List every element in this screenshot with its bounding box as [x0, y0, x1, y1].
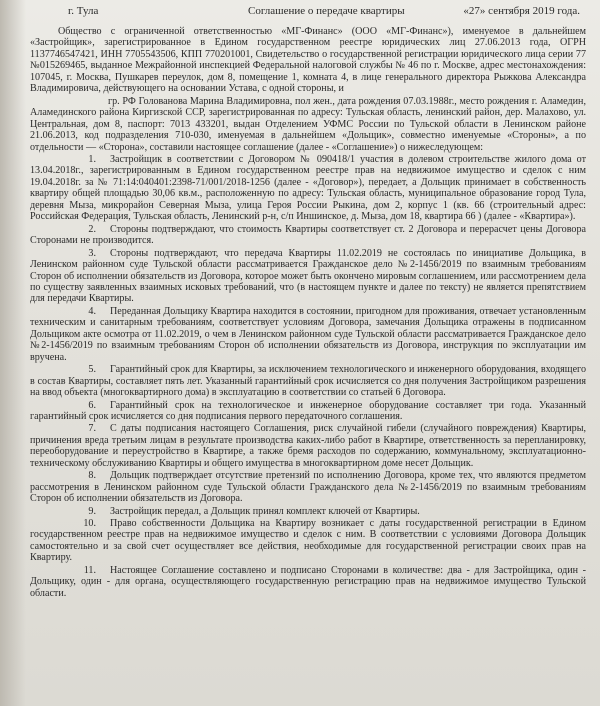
clause: [30, 423, 586, 469]
clause-text: Гарантийный срок для Квартиры, за исключением технологического и инженерного оборудования, входящего в состав Квартиры, составляет пять лет. Указанный гарантийный срок исчисляется со дня получения Застройщиком разрешения на ввод объекта (многоквартирного дома) в эксплуатацию в соответствии со статьей 6 Договора.: [30, 364, 586, 399]
clause-text: Стороны подтверждают, что стоимость Квартиры соответствует ст. 2 Договора и перерасчет цены Договора Сторонами не производится.: [30, 223, 586, 247]
clause: [30, 506, 586, 517]
clause-number: 11.: [83, 564, 96, 576]
clause-number: 6.: [88, 399, 96, 411]
clause: [30, 224, 586, 247]
clause-text: Переданная Дольщику Квартира находится в состоянии, пригодном для проживания, отвечает установленным техническим и санитарным требованиям, соответствует условиям Договора, замечания Дольщика отражены в подписанном Дольщиком акте осмотра от 11.02.2019, о чем в Ленинском районном суде Тульской области рассматривается Гражданское дело №2-1456/2019 по взаимным требованиям Сторон об исполнении обязательств из Договора, инструкция по эксплуатации им вручена.: [30, 305, 586, 363]
clause-text: Застройщик передал, а Дольщик принял комплект ключей от Квартиры.: [110, 505, 420, 517]
clause-number: 3.: [88, 247, 96, 259]
clause-text: С даты подписания настоящего Соглашения, риск случайной гибели (случайного повреждения) Квартиры, причинения вреда третьим лицам в результате производства каких-либо работ в Квартире, ответственность за перепланировку, переоборудование и переустройство в Квартире, а также бремя расходов по содержанию, коммунальному, эксплуатационно-техническому обслуживанию Квартиры и общего имущества в многоквартирном доме несет Дольщик.: [30, 423, 586, 469]
clause-text: Гарантийный срок на технологическое и инженерное оборудование составляет три года. Указанный гарантийный срок исчисляется со дня подписания первого передаточного соглашения.: [30, 399, 586, 422]
party-paragraph: гр. РФ Голованова Марина Владимировна, пол жен., дата рождения 07.03.1988г., место рождения г. Аламедин, Аламединского района Киргизской ССР, зарегистрированная по адресу: Тульская область, ленинский район, дер. Малахово, ул. Центральная, дом 8, паспорт: 7013 433201, выдан Отделением УФМС России по Тульской области в Ленинском районе 21.06.2013, код подразделения 710-030, именуемая в дальнейшем «Дольщик», совместно именуемые «Стороны», а по отдельности — «Сторона», составили настоящее соглашение (далее - «Соглашение») о нижеследующем:: [30, 95, 586, 153]
clause-number: 1.: [88, 153, 96, 165]
clause-number: 10.: [83, 518, 96, 530]
clause-text: Настоящее Соглашение составлено и подписано Сторонами в количестве: два - для Застройщика, один - Дольщику, один - для органа, осуществляющего государственную регистрацию прав на недвижимое имущество Тульской области.: [30, 564, 586, 599]
clause: [30, 400, 586, 423]
clause-number: 8.: [88, 470, 96, 482]
clause: [30, 364, 586, 398]
clause: [30, 565, 586, 599]
clause: [30, 248, 586, 305]
clause-text: Стороны подтверждают, что передача Квартиры 11.02.2019 не состоялась по инициативе Дольщика, в Ленинском районном суде Тульской области рассматривается Гражданское дело №2-1456/2019 по взаимным требованиям Сторон об исполнении обязательств из Договора, которое может быть окончено мировым соглашением, или рассмотрением дела по существу заявленных взаимных исковых требований, что (в настоящем пункте и далее по тексту) не является препятствием для передачи Квартиры.: [30, 247, 586, 305]
document-date: «27» сентября 2019 года.: [463, 5, 580, 17]
page-edge-shadow: [0, 0, 26, 706]
document-title: Соглашение о передаче квартиры: [248, 5, 405, 17]
clause-number: 7.: [88, 423, 96, 435]
document-header: [30, 6, 586, 22]
intro-paragraph: Общество с ограниченной ответственностью «МГ-Финанс» (ООО «МГ-Финанс»), именуемое в дальнейшем «Застройщик», зарегистрированное в Едином государственном реестре юридических лиц 27.06.2013 года, ОГРН 1137746547421, ИНН 7705543506, КПП 770201001, Свидетельство о государственной регистрации юридического лица серии 77 №015269465, выданное Межрайонной инспекцией Федеральной налоговой службы № 46 по г. Москве, адрес местонахождения: 107045, г. Москва, Пушкарев переулок, дом 8, помещение 1, комната 4, в лице генерального директора Рыжкова Александра Владимировича, действующего на основании Устава, с одной стороны, и: [30, 26, 586, 95]
clause: [30, 154, 586, 223]
clause-number: 5.: [88, 364, 96, 376]
clause-number: 4.: [88, 305, 96, 317]
clause-text: Право собственности Дольщика на Квартиру возникает с даты государственной регистрации в Едином государственном реестре прав на недвижимое имущество и сделок с ним. В соответствии с условиями Договора Дольщик самостоятельно и за свой счет осуществляет все действия, необходимые для государственной регистрации своих прав на Квартиру.: [30, 518, 586, 564]
clause-text: Дольщик подтверждает отсутствие претензий по исполнению Договора, кроме тех, что являются предметом рассмотрения в Ленинском районном суде Тульской области Гражданского дела №2-1456/2019 по взаимным требованиям Сторон об исполнении обязательств из Договора.: [30, 470, 586, 505]
clause-text: Застройщик в соответствии с Договором № 090418/1 участия в долевом строительстве жилого дома от 13.04.2018г., зарегистрированным в Едином государственном реестре прав на недвижимое имущество и сделок с ним 19.04.2018г. за № 71:14:040401:2398-71/001/2018-1256 (далее - «Договор»), передает, а Дольщик принимает в собственность квартиру общей площадью 30,06 кв.м., расположенную по адресу: Тульская область, муниципальное образование город Тула, деревня Мыза, микрорайон Северная Мыза, улица Героя России Рыкина, дом 2, корпус 1 (кв. 66 (строительный адрес: Российская Федерация, Тульская область, Ленинский р-н, с/п Иншинское, д. Мыза, дом 18, квартира 66 ) (далее - «Квартира»).: [30, 153, 586, 223]
city: г. Тула: [68, 5, 99, 17]
clause-number: 9.: [88, 505, 96, 517]
clause: [30, 518, 586, 564]
clause: [30, 470, 586, 504]
clause: [30, 306, 586, 363]
clause-number: 2.: [88, 223, 96, 235]
